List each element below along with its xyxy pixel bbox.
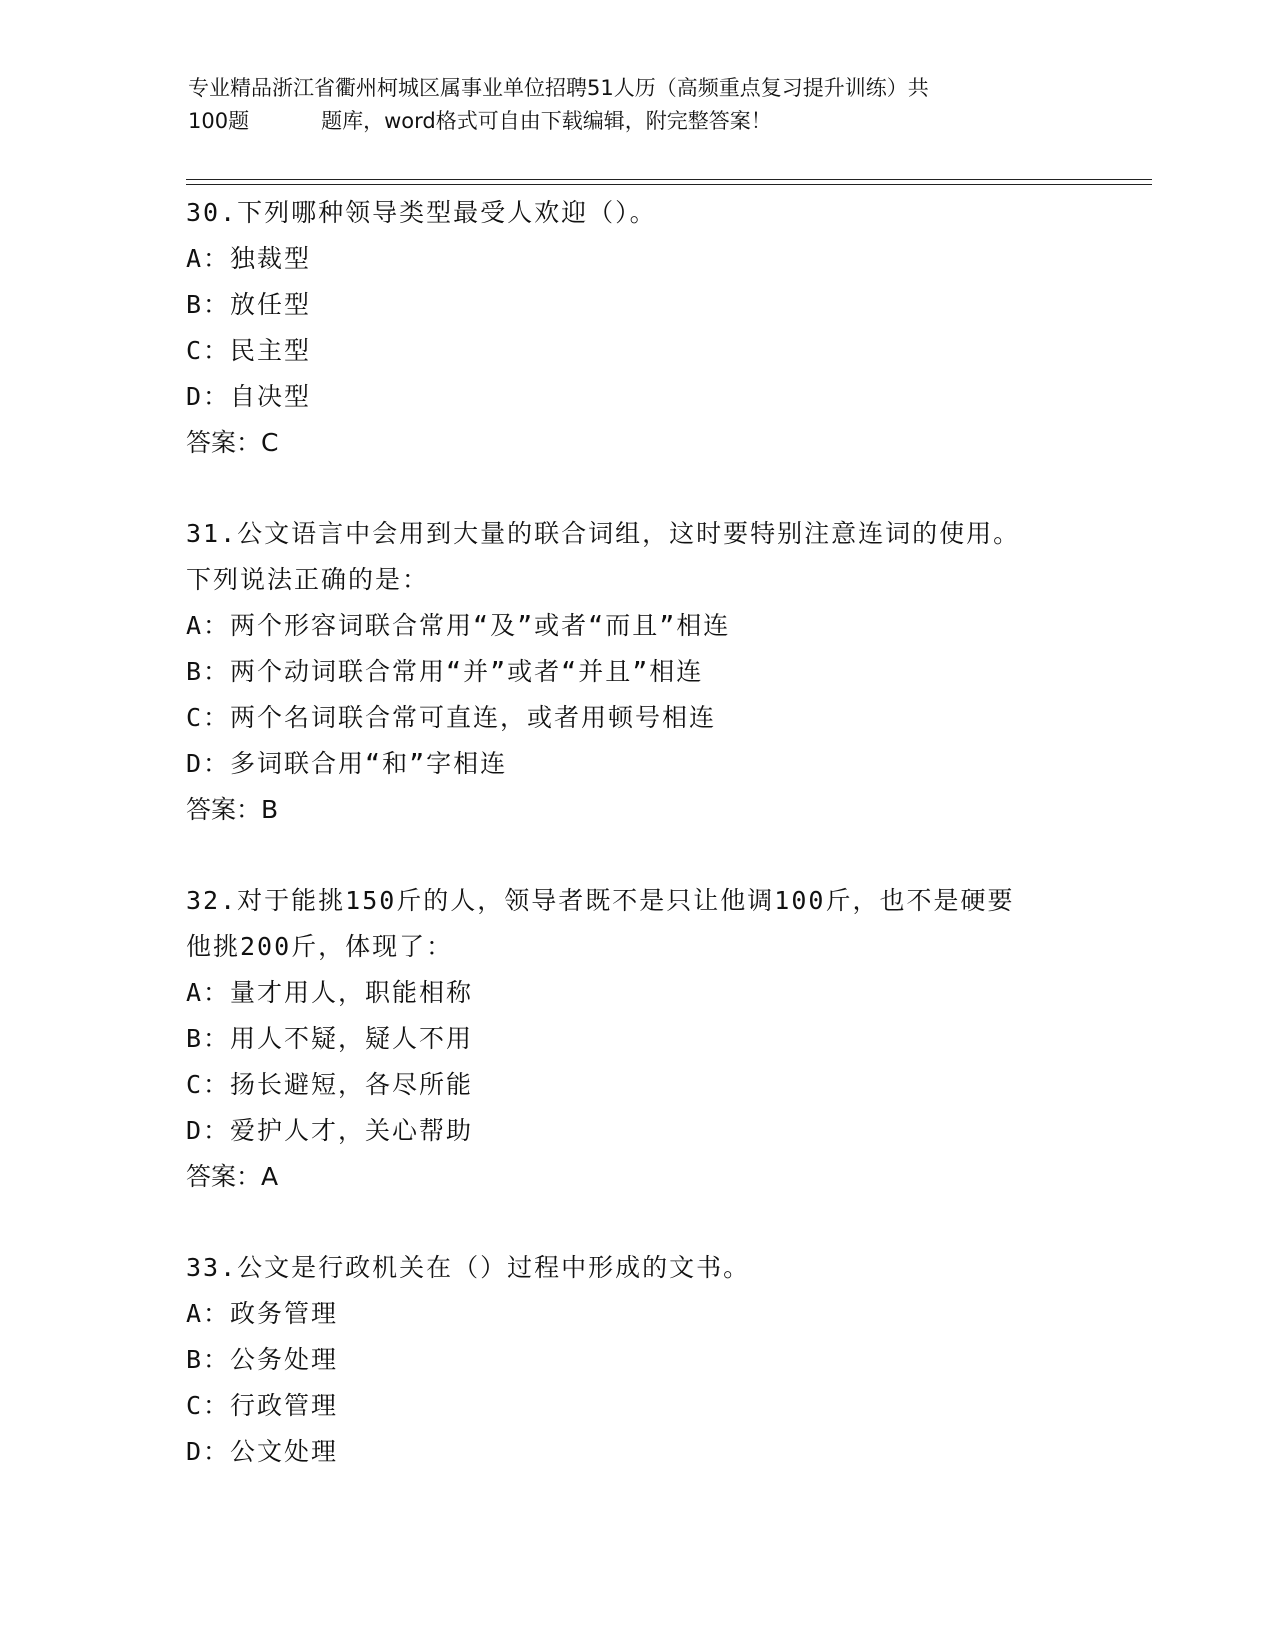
option-b: B：公务处理 xyxy=(186,1345,339,1374)
answer-line xyxy=(186,787,1086,833)
option-c: C：两个名词联合常可直连，或者用顿号相连 xyxy=(186,703,717,732)
answer-value: C xyxy=(261,428,279,457)
question-text: 33.公文是行政机关在（）过程中形成的文书。 xyxy=(186,1253,751,1282)
header-divider xyxy=(186,179,1152,185)
option-d: D：爱护人才，关心帮助 xyxy=(186,1116,474,1145)
header-description: 题库，word格式可自由下载编辑，附完整答案！ xyxy=(321,109,772,133)
option-a: A：两个形容词联合常用“及”或者“而且”相连 xyxy=(186,611,731,640)
option-b: B：放任型 xyxy=(186,290,312,319)
answer-label: 答案： xyxy=(186,795,262,824)
option-a: A：独裁型 xyxy=(186,244,312,273)
option-b: B：用人不疑，疑人不用 xyxy=(186,1024,474,1053)
question-item xyxy=(186,511,1086,833)
question-text: 31.公文语言中会用到大量的联合词组，这时要特别注意连词的使用。 xyxy=(186,519,1021,548)
option-a: A：量才用人，职能相称 xyxy=(186,978,474,1007)
option-a: A：政务管理 xyxy=(186,1299,339,1328)
option-d: D：多词联合用“和”字相连 xyxy=(186,749,508,778)
question-list xyxy=(186,190,1086,1520)
divider-line-top xyxy=(186,179,1152,180)
question-item xyxy=(186,1245,1086,1475)
option-c: C：扬长避短，各尽所能 xyxy=(186,1070,474,1099)
question-text: 32.对于能挑150斤的人，领导者既不是只让他调100斤，也不是硬要 xyxy=(186,886,1015,915)
answer-line xyxy=(186,420,1086,466)
answer-label: 答案： xyxy=(186,428,262,457)
answer-value: A xyxy=(261,1162,279,1191)
option-d: D：公文处理 xyxy=(186,1437,339,1466)
option-c: C：民主型 xyxy=(186,336,312,365)
answer-value: B xyxy=(261,795,279,824)
question-text: 30.下列哪种领导类型最受人欢迎（）。 xyxy=(186,198,657,227)
answer-label: 答案： xyxy=(186,1162,262,1191)
option-d: D：自决型 xyxy=(186,382,312,411)
header-title-line-2 xyxy=(188,105,1108,138)
option-b: B：两个动词联合常用“并”或者“并且”相连 xyxy=(186,657,704,686)
answer-line xyxy=(186,1154,1086,1200)
option-c: C：行政管理 xyxy=(186,1391,339,1420)
question-item xyxy=(186,190,1086,466)
question-item xyxy=(186,878,1086,1200)
header-question-count: 100题 xyxy=(188,109,250,133)
question-text-continued: 下列说法正确的是： xyxy=(186,565,430,594)
question-text-continued: 他挑200斤，体现了： xyxy=(186,932,454,961)
document-header xyxy=(188,72,1108,138)
divider-line-bottom xyxy=(186,184,1152,185)
header-title-line-1: 专业精品浙江省衢州柯城区属事业单位招聘51人历（高频重点复习提升训练）共 xyxy=(188,76,929,100)
